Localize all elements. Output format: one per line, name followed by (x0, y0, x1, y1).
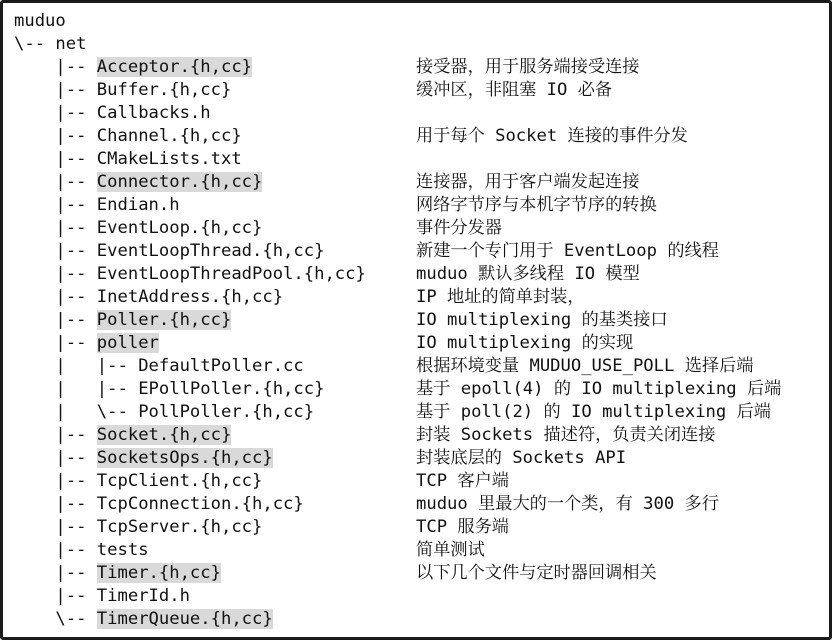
tree-entry (14, 79, 613, 102)
file-name: Channel.{h,cc} (96, 126, 242, 146)
file-name: Buffer.{h,cc} (96, 80, 232, 100)
tree-branch: |-- (14, 333, 97, 353)
tree-entry (14, 493, 719, 516)
file-name: CMakeLists.txt (96, 149, 242, 169)
file-description: 封装底层的 Sockets API (416, 448, 627, 468)
tree-branch: |-- (14, 586, 97, 606)
tree-branch: |-- (14, 563, 97, 583)
tree-entry (14, 240, 719, 263)
tree-branch: |-- (14, 425, 97, 445)
tree-branch: |-- (14, 126, 97, 146)
tree-branch: |-- (14, 471, 97, 491)
tree-branch: |-- (14, 494, 97, 514)
tree-entry (14, 378, 782, 401)
tree-entry (14, 148, 366, 171)
file-name: EventLoopThread.{h,cc} (96, 241, 325, 261)
file-name-highlighted: Connector.{h,cc} (96, 172, 263, 192)
tree-entry (14, 309, 668, 332)
file-description: 连接器，用于客户端发起连接 (416, 172, 640, 192)
tree-branch: |-- (14, 103, 97, 123)
tree-branch: |-- (14, 218, 97, 238)
tree-branch: |-- (14, 172, 97, 192)
file-name: PollPoller.{h,cc} (138, 402, 315, 422)
file-name: TcpClient.{h,cc} (96, 471, 263, 491)
file-description: 事件分发器 (416, 218, 502, 238)
tree-branch: |-- (14, 57, 97, 77)
file-name-highlighted: Socket.{h,cc} (96, 425, 232, 445)
tree-branch: |-- (14, 195, 97, 215)
tree-branch: | \-- (14, 402, 139, 422)
file-name: Endian.h (96, 195, 180, 215)
tree-branch: |-- (14, 80, 97, 100)
file-description: 基于 epoll(4) 的 IO multiplexing 后端 (416, 379, 782, 399)
tree-branch: |-- (14, 517, 97, 537)
tree-branch: | |-- (14, 356, 139, 376)
tree-entry (14, 585, 366, 608)
tree-entry (14, 539, 485, 562)
tree-entry (14, 263, 640, 286)
file-name: TimerId.h (96, 586, 190, 606)
file-description: TCP 服务端 (416, 517, 509, 537)
file-name: tests (96, 540, 149, 560)
file-name: TcpConnection.{h,cc} (96, 494, 304, 514)
tree-subroot (14, 33, 366, 56)
tree-entry (14, 447, 627, 470)
file-name: DefaultPoller.cc (138, 356, 304, 376)
tree-branch: |-- (14, 241, 97, 261)
tree-entry (14, 286, 585, 309)
file-description: 接受器，用于服务端接受连接 (416, 57, 640, 77)
file-description: 封装 Sockets 描述符，负责关闭连接 (416, 425, 716, 445)
tree-entry (14, 56, 640, 79)
file-description: IP 地址的简单封装， (416, 287, 585, 307)
tree-branch: |-- (14, 264, 97, 284)
tree-entry (14, 125, 688, 148)
file-description: muduo 里最大的一个类，有 300 多行 (416, 494, 719, 514)
tree-entry (14, 516, 509, 539)
directory-tree (14, 10, 782, 631)
file-description: 新建一个专门用于 EventLoop 的线程 (416, 241, 719, 261)
tree-branch: |-- (14, 448, 97, 468)
file-name: EventLoopThreadPool.{h,cc} (96, 264, 366, 284)
file-name-highlighted: SocketsOps.{h,cc} (96, 448, 273, 468)
file-description: 根据环境变量 MUDUO_USE_POLL 选择后端 (416, 356, 754, 376)
file-name: TcpServer.{h,cc} (96, 517, 263, 537)
file-name-highlighted: TimerQueue.{h,cc} (96, 609, 273, 629)
tree-entry (14, 470, 509, 493)
tree-branch: |-- (14, 540, 97, 560)
file-description: 用于每个 Socket 连接的事件分发 (416, 126, 688, 146)
file-description: IO multiplexing 的实现 (416, 333, 634, 353)
tree-entry (14, 424, 716, 447)
subroot-name: net (55, 34, 87, 54)
tree-entry (14, 401, 771, 424)
tree-branch: \-- (14, 609, 97, 629)
tree-branch: | |-- (14, 379, 139, 399)
file-description: IO multiplexing 的基类接口 (416, 310, 668, 330)
file-name-highlighted: Acceptor.{h,cc} (96, 57, 253, 77)
file-name: EventLoop.{h,cc} (96, 218, 263, 238)
file-description: TCP 客户端 (416, 471, 509, 491)
file-name-highlighted: Timer.{h,cc} (96, 563, 221, 583)
file-name: EPollPoller.{h,cc} (138, 379, 325, 399)
file-description: 以下几个文件与定时器回调相关 (416, 563, 657, 583)
root-name: muduo (14, 11, 66, 31)
tree-entry (14, 355, 754, 378)
tree-entry (14, 332, 634, 355)
tree-entry (14, 608, 366, 631)
tree-entry (14, 102, 366, 125)
tree-entry (14, 562, 657, 585)
tree-branch: |-- (14, 287, 97, 307)
file-description: 网络字节序与本机字节序的转换 (416, 195, 657, 215)
file-name: InetAddress.{h,cc} (96, 287, 284, 307)
file-name-highlighted: Poller.{h,cc} (96, 310, 232, 330)
file-description: 缓冲区，非阻塞 IO 必备 (416, 80, 613, 100)
file-description: 简单测试 (416, 540, 485, 560)
tree-entry (14, 171, 640, 194)
tree-root (14, 10, 366, 33)
tree-entry (14, 217, 502, 240)
tree-branch: |-- (14, 149, 97, 169)
file-name: Callbacks.h (96, 103, 211, 123)
tree-entry (14, 194, 657, 217)
tree-branch: \-- (14, 34, 56, 54)
file-description: muduo 默认多线程 IO 模型 (416, 264, 640, 284)
tree-branch: |-- (14, 310, 97, 330)
file-description: 基于 poll(2) 的 IO multiplexing 后端 (416, 402, 771, 422)
file-name-highlighted: poller (96, 333, 159, 353)
